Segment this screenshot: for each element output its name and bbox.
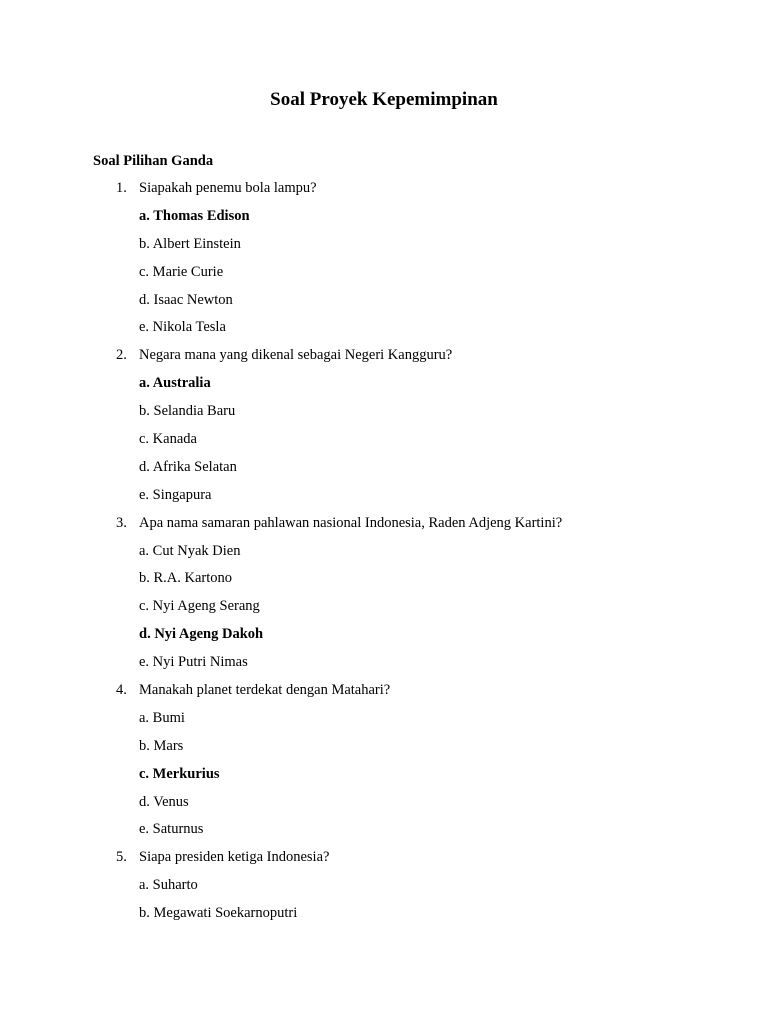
answer-option-text: d. Venus — [139, 793, 189, 810]
answer-option-text: b. Selandia Baru — [139, 403, 236, 420]
answer-option-text: c. Marie Curie — [139, 263, 224, 280]
question-number: 5. — [116, 849, 127, 866]
question-number: 3. — [116, 514, 127, 531]
question-item — [0, 847, 768, 931]
answer-option-text: d. Afrika Selatan — [139, 458, 237, 475]
answer-option-text: a. Suharto — [139, 877, 198, 894]
answer-option-text: e. Singapura — [139, 486, 212, 503]
answer-option — [0, 903, 768, 931]
answer-option — [0, 819, 768, 847]
question-text: Apa nama samaran pahlawan nasional Indonesia, Raden Adjeng Kartini? — [139, 514, 563, 531]
answer-option — [0, 485, 768, 513]
answer-option — [0, 373, 768, 401]
question-item — [0, 178, 768, 345]
answer-option — [0, 596, 768, 624]
answer-option — [0, 401, 768, 429]
question-line — [0, 680, 768, 708]
answer-option — [0, 792, 768, 820]
answer-option-text: b. R.A. Kartono — [139, 570, 233, 587]
question-item — [0, 680, 768, 847]
question-number: 1. — [116, 180, 127, 196]
correct-answer-text: a. Australia — [139, 375, 211, 392]
answer-option — [0, 541, 768, 569]
correct-answer-text: c. Merkurius — [139, 765, 220, 782]
answer-option-text: b. Mars — [139, 737, 184, 754]
answer-option — [0, 652, 768, 680]
question-item — [0, 345, 768, 512]
answer-option — [0, 206, 768, 234]
answer-option — [0, 317, 768, 345]
document-title: Soal Proyek Kepemimpinan — [270, 89, 498, 110]
question-text: Siapakah penemu bola lampu? — [139, 180, 317, 196]
question-line — [0, 178, 768, 206]
answer-option-text: a. Cut Nyak Dien — [139, 542, 241, 559]
answer-option — [0, 568, 768, 596]
question-line — [0, 847, 768, 875]
question-number: 2. — [116, 347, 127, 364]
correct-answer-text: a. Thomas Edison — [139, 207, 250, 224]
answer-option-text: c. Nyi Ageng Serang — [139, 598, 260, 615]
answer-option-text: e. Nyi Putri Nimas — [139, 654, 248, 671]
answer-option — [0, 290, 768, 318]
question-number: 4. — [116, 682, 127, 699]
question-line — [0, 345, 768, 373]
question-text: Negara mana yang dikenal sebagai Negeri Kangguru? — [139, 347, 453, 364]
answer-option-text: c. Kanada — [139, 431, 197, 448]
answer-option-text: e. Nikola Tesla — [139, 319, 226, 336]
question-list — [0, 178, 768, 931]
answer-option — [0, 764, 768, 792]
answer-option — [0, 624, 768, 652]
answer-option-text: e. Saturnus — [139, 821, 204, 838]
answer-option-text: a. Bumi — [139, 709, 185, 726]
answer-option — [0, 429, 768, 457]
answer-option-text: b. Megawati Soekarnoputri — [139, 905, 298, 922]
question-item — [0, 513, 768, 680]
answer-option-text: d. Isaac Newton — [139, 291, 233, 308]
answer-option — [0, 708, 768, 736]
answer-option-text: b. Albert Einstein — [139, 235, 241, 252]
question-text: Manakah planet terdekat dengan Matahari? — [139, 682, 391, 699]
answer-option — [0, 234, 768, 262]
question-line — [0, 513, 768, 541]
question-text: Siapa presiden ketiga Indonesia? — [139, 849, 330, 866]
answer-option — [0, 875, 768, 903]
answer-option — [0, 457, 768, 485]
correct-answer-text: d. Nyi Ageng Dakoh — [139, 626, 264, 643]
section-heading: Soal Pilihan Ganda — [93, 153, 214, 169]
answer-option — [0, 736, 768, 764]
answer-option — [0, 262, 768, 290]
